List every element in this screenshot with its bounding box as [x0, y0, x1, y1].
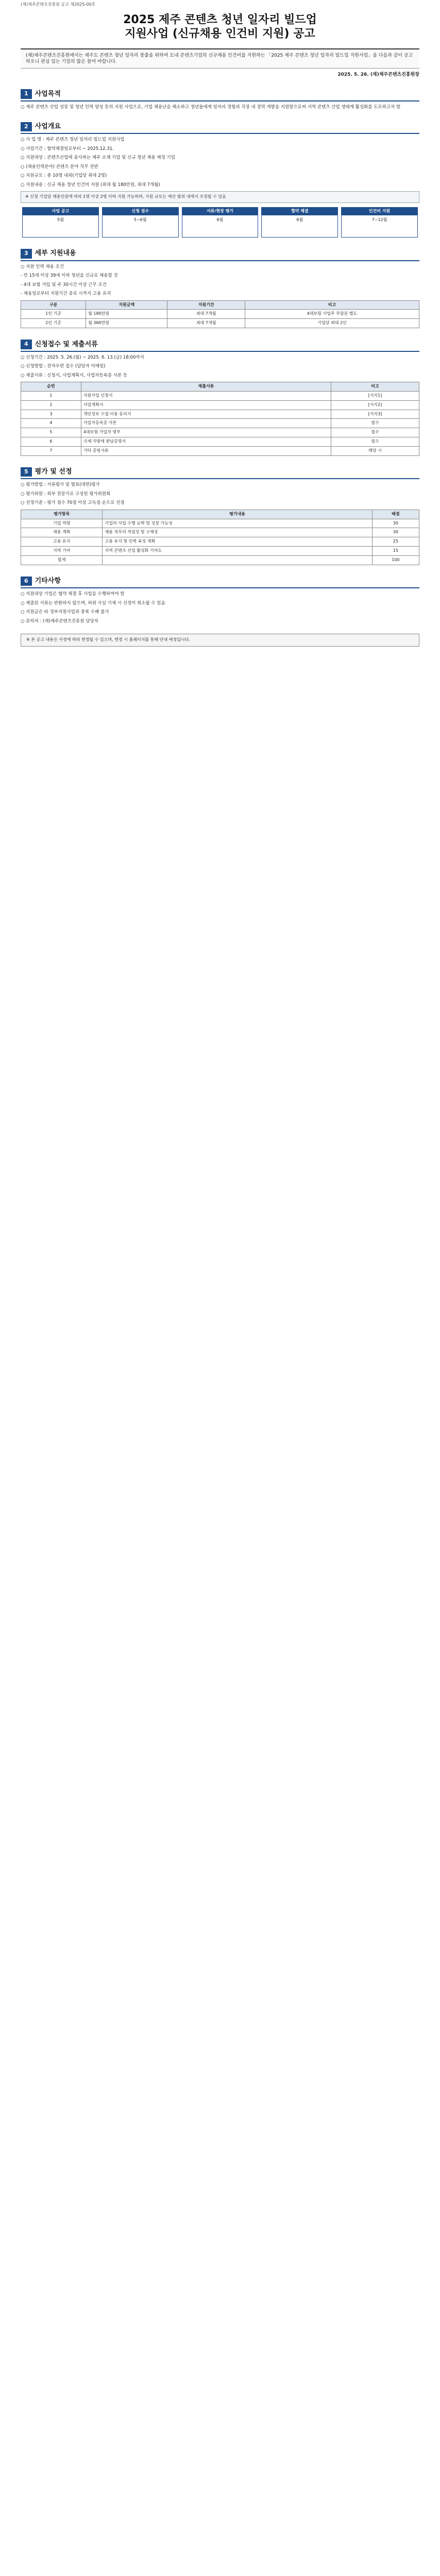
table-cell: 1인 기준 — [21, 310, 86, 319]
table-cell: 4대보험 가입자 명부 — [81, 428, 331, 437]
section-title: 평가 및 선정 — [35, 468, 72, 476]
table-cell: 해당 시 — [331, 446, 419, 455]
notice-number: (재)제주콘텐츠진흥원 공고 제2025-00호 — [21, 2, 96, 7]
process-step-body: 6월 — [216, 217, 224, 222]
process-step — [182, 207, 259, 238]
section-divider — [21, 351, 419, 352]
table-cell: 30 — [372, 528, 419, 537]
data-table — [21, 382, 419, 455]
table-cell: 지역 콘텐츠 산업 활성화 기여도 — [103, 546, 372, 555]
table-header-row — [21, 510, 419, 519]
table-cell: 채용 직무의 적절성 및 구체성 — [103, 528, 372, 537]
section-number: 3 — [21, 249, 32, 259]
section-4 — [21, 340, 419, 456]
table-cell: 고용 유지 — [21, 537, 103, 547]
table-cell: 4 — [21, 419, 81, 428]
data-table — [21, 510, 419, 565]
table-row — [21, 319, 419, 328]
table-header-cell: 구분 — [21, 300, 86, 310]
table-cell: 국세·지방세 완납증명서 — [81, 437, 331, 446]
table-cell: 7 — [21, 446, 81, 455]
section-divider — [21, 260, 419, 261]
section-divider — [21, 133, 419, 134]
process-step — [341, 207, 418, 238]
paragraph: - 4대 보험 가입 및 주 30시간 이상 근무 조건 — [21, 282, 107, 287]
table-cell: 최대 7개월 — [167, 310, 245, 319]
section-number: 5 — [21, 467, 32, 477]
table-cell: 4대보험 사업주 부담분 별도 — [245, 310, 419, 319]
data-table — [21, 300, 419, 328]
section-number: 2 — [21, 122, 32, 132]
section-divider — [21, 478, 419, 479]
table-cell — [103, 555, 372, 565]
section-title: 세부 지원내용 — [35, 249, 76, 258]
paragraph: ○ 평가위원 : 외부 전문가로 구성된 평가위원회 — [21, 491, 111, 497]
process-step — [22, 207, 99, 238]
table-cell: 100 — [372, 555, 419, 565]
table-row — [21, 419, 419, 428]
note-box: ※ 신청 기업당 채용인원에 따라 1명 이상 2명 이하 지원 가능하며, 지원 규모는 예산 범위 내에서 조정될 수 있음 — [21, 191, 419, 203]
table-cell: 최대 7개월 — [167, 319, 245, 328]
section-divider — [21, 587, 419, 588]
table-cell: 합계 — [21, 555, 103, 565]
table-row — [21, 446, 419, 455]
table-cell: 2 — [21, 400, 81, 410]
table-row — [21, 391, 419, 400]
paragraph: ○ 사업기간 : 협약체결일로부터 ~ 2025.12.31. — [21, 146, 114, 151]
section-title: 사업개요 — [35, 123, 61, 131]
table-row — [21, 400, 419, 410]
table-cell: 6 — [21, 437, 81, 446]
table-cell: 지원사업 신청서 — [81, 391, 331, 400]
process-step-title: 협약 체결 — [262, 208, 337, 215]
paragraph: ○ 제주 콘텐츠 산업 성장 및 청년 인력 양성 등의 지원 사업으로, 기업 채용난을 해소하고 청년들에게 일자리 경험과 직장 내 경력 개발을 지원함으로써 지역 콘텐츠 산업 생태계 활성화를 도모하고자 함 — [21, 105, 401, 110]
table-header-cell: 평가내용 — [103, 510, 372, 519]
paragraph: ○ (채용인력분야) 콘텐츠 분야 직무 전반 — [21, 164, 98, 170]
paragraph: - 채용일로부터 지원기간 종료 시까지 고용 유지 — [21, 291, 111, 297]
sections-container — [0, 89, 440, 624]
table-row — [21, 428, 419, 437]
title-block — [0, 13, 440, 41]
table-row — [21, 519, 419, 528]
paragraph: ○ 문의처 : (재)제주콘텐츠진흥원 담당자 — [21, 618, 98, 624]
paragraph: ○ 지원대상 기업은 협약 체결 후 사업을 수행하여야 함 — [21, 591, 125, 597]
table-row — [21, 528, 419, 537]
table-row — [21, 555, 419, 565]
section-heading — [21, 249, 419, 259]
section-number: 6 — [21, 577, 32, 586]
process-flow — [21, 207, 419, 238]
process-step-body: 6월 — [296, 217, 303, 222]
paragraph: ○ 신청방법 : 전자우편 접수 (담당자 이메일) — [21, 364, 106, 369]
table-cell: 3 — [21, 410, 81, 419]
paragraph: ○ 사 업 명 : 제주 콘텐츠 청년 일자리 빌드업 지원사업 — [21, 137, 125, 143]
section-5 — [21, 467, 419, 565]
table-cell: 필수 — [331, 419, 419, 428]
page-title-line2: 지원사업 (신규채용 인건비 지원) 공고 — [125, 27, 315, 41]
process-step-body: 5월 — [57, 217, 64, 222]
table-cell: 기업 역량 — [21, 519, 103, 528]
paragraph: ○ 지원내용 : 신규 채용 청년 인건비 지원 (최대 월 180만원, 최대 7개월) — [21, 182, 160, 188]
table-cell: 기업의 사업 수행 능력 및 성장 가능성 — [103, 519, 372, 528]
table-cell: 15 — [372, 546, 419, 555]
process-step-title: 신청 접수 — [103, 208, 178, 215]
table-cell: [서식2] — [331, 400, 419, 410]
table-header-cell: 순번 — [21, 382, 81, 392]
table-cell: [서식3] — [331, 410, 419, 419]
section-heading — [21, 340, 419, 349]
paragraph: ○ 지원규모 : 총 10명 내외(기업당 최대 2명) — [21, 173, 107, 179]
paragraph: - 만 15세 이상 39세 이하 청년을 신규로 채용할 것 — [21, 273, 118, 279]
footer-note: ※ 본 공고 내용은 사정에 따라 변경될 수 있으며, 변경 시 홈페이지를 통해 안내 예정입니다. — [21, 634, 419, 647]
section-number: 4 — [21, 340, 32, 349]
section-heading — [21, 577, 419, 586]
table-row — [21, 437, 419, 446]
process-step-title: 서류/현장 평가 — [182, 208, 258, 215]
table-cell: 월 360만원 — [86, 319, 167, 328]
date-signature: 2025. 5. 26. (재)제주콘텐츠진흥원장 — [337, 72, 419, 78]
section-number: 1 — [21, 89, 32, 99]
table-cell: 기타 증빙서류 — [81, 446, 331, 455]
paragraph: ○ 신청기간 : 2025. 5. 26.(월) ~ 2025. 6. 13.(금) 18:00까지 — [21, 354, 144, 360]
section-3 — [21, 249, 419, 328]
table-cell: 고용 유지 및 인력 육성 계획 — [103, 537, 372, 547]
table-row — [21, 310, 419, 319]
process-step — [102, 207, 179, 238]
table-row — [21, 537, 419, 547]
paragraph: ○ 평가방법 : 서류평가 및 발표(대면)평가 — [21, 482, 100, 488]
table-header-cell: 평가항목 — [21, 510, 103, 519]
table-cell: 사업자등록증 사본 — [81, 419, 331, 428]
table-cell: 필수 — [331, 437, 419, 446]
section-divider — [21, 100, 419, 101]
section-title: 사업목적 — [35, 90, 61, 98]
section-6 — [21, 577, 419, 625]
section-heading — [21, 467, 419, 477]
table-header-cell: 배점 — [372, 510, 419, 519]
paragraph: ○ 지원대상 : 콘텐츠산업에 종사하는 제주 소재 기업 및 신규 청년 채용 예정 기업 — [21, 155, 175, 161]
table-cell: 개인정보 수집·이용 동의서 — [81, 410, 331, 419]
table-header-row — [21, 382, 419, 392]
paragraph: ○ 지원금은 타 정부지원사업과 중복 수혜 불가 — [21, 609, 109, 615]
section-heading — [21, 89, 419, 99]
process-step-body: 7~12월 — [371, 217, 387, 222]
section-heading — [21, 122, 419, 132]
paragraph: ○ 제출서류 : 신청서, 사업계획서, 사업자등록증 사본 등 — [21, 372, 128, 378]
table-cell: 사업계획서 — [81, 400, 331, 410]
paragraph: ○ 선정기준 : 평가 점수 70점 이상 고득점 순으로 선정 — [21, 500, 125, 506]
table-cell: 기업당 최대 2인 — [245, 319, 419, 328]
table-cell: 25 — [372, 537, 419, 547]
table-cell: 1 — [21, 391, 81, 400]
table-row — [21, 410, 419, 419]
table-cell: 채용 계획 — [21, 528, 103, 537]
section-title: 신청접수 및 제출서류 — [35, 340, 98, 348]
process-step-body: 5~6월 — [133, 217, 147, 222]
section-title: 기타사항 — [35, 577, 61, 585]
table-row — [21, 546, 419, 555]
table-cell: 30 — [372, 519, 419, 528]
paragraph: ○ 제출된 서류는 반환하지 않으며, 허위 사실 기재 시 선정이 취소될 수 있음 — [21, 600, 165, 606]
table-cell: 2인 기준 — [21, 319, 86, 328]
process-step — [261, 207, 338, 238]
intro-text: (재)제주콘텐츠진흥원에서는 제주도 콘텐츠 청년 일자리 창출을 위하여 도내 콘텐츠기업의 신규채용 인건비를 지원하는 「2025 제주 콘텐츠 청년 일자리 빌드업 지원사업」을 다음과 같이 공고하오니 관심 있는 기업의 많은 참여 바랍니다. — [21, 48, 419, 69]
table-cell: 5 — [21, 428, 81, 437]
table-header-cell: 지원금액 — [86, 300, 167, 310]
process-step-title: 인건비 지원 — [342, 208, 417, 215]
table-header-cell: 지원기간 — [167, 300, 245, 310]
table-header-cell: 비고 — [245, 300, 419, 310]
paragraph: ○ 지원 인력 채용 조건 — [21, 264, 64, 269]
table-header-cell: 비고 — [331, 382, 419, 392]
process-step-title: 사업 공고 — [23, 208, 98, 215]
table-cell: [서식1] — [331, 391, 419, 400]
page-title-line1: 2025 제주 콘텐츠 청년 일자리 빌드업 — [123, 13, 317, 26]
table-cell: 필수 — [331, 428, 419, 437]
table-cell: 지역 기여 — [21, 546, 103, 555]
section-2 — [21, 122, 419, 238]
section-1 — [21, 89, 419, 110]
table-header-row — [21, 300, 419, 310]
table-header-cell: 제출서류 — [81, 382, 331, 392]
table-cell: 월 180만원 — [86, 310, 167, 319]
